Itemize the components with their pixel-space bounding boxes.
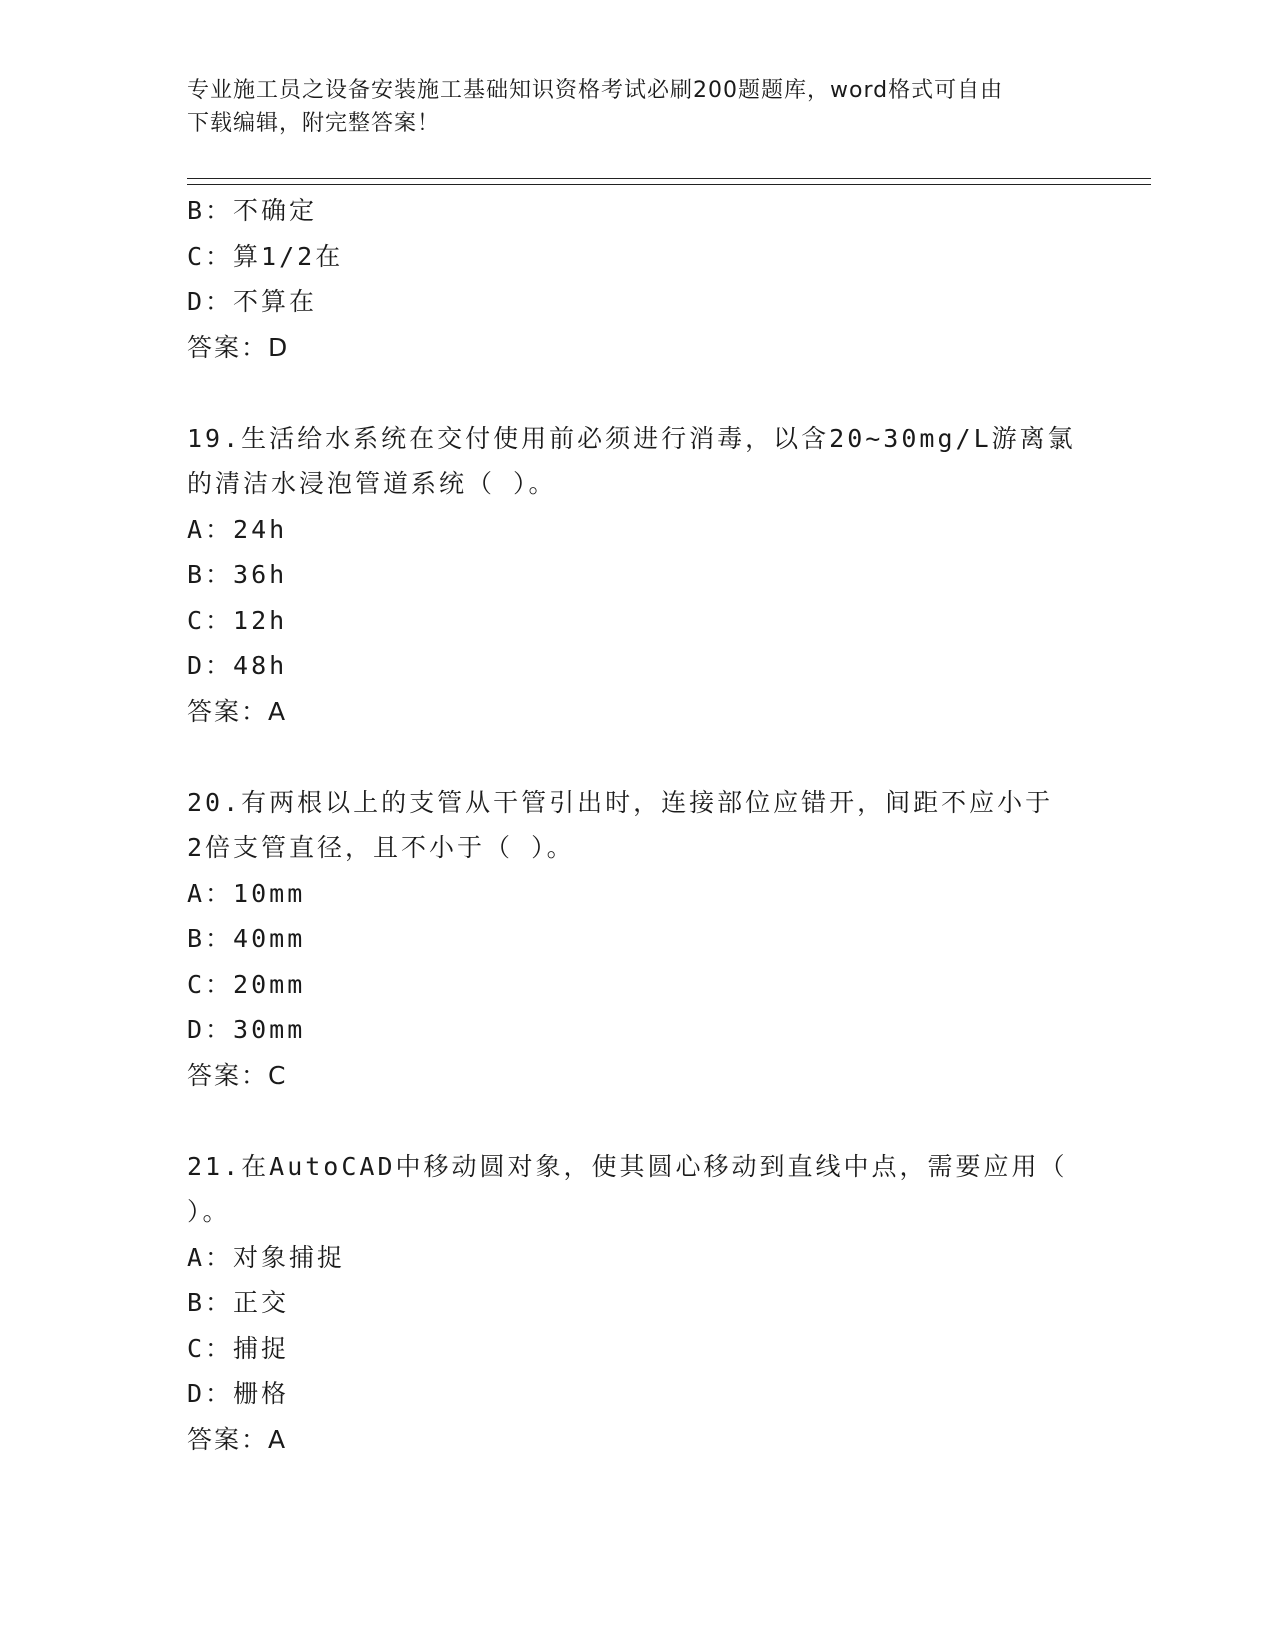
question-list <box>187 188 1087 1462</box>
option-d: D：30mm <box>187 1015 306 1044</box>
header-line-2: 下载编辑，附完整答案！ <box>187 111 441 136</box>
option-c: C：捕捉 <box>187 1333 290 1363</box>
answer-line: 答案：A <box>187 1424 288 1454</box>
spacer <box>187 1098 1087 1144</box>
answer-line: 答案：D <box>187 332 290 362</box>
question-block-18 <box>187 188 1087 370</box>
header-rule-bottom <box>187 184 1151 185</box>
answer-line: 答案：C <box>187 1060 288 1090</box>
question-block-19 <box>187 416 1087 735</box>
question-stem: 21.在AutoCAD中移动圆对象，使其圆心移动到直线中点，需要应用（ <box>187 1151 1068 1181</box>
option-b: B：36h <box>187 560 288 589</box>
option-c: C：12h <box>187 605 288 635</box>
option-a: A：10mm <box>187 878 306 908</box>
option-a: A：24h <box>187 514 288 544</box>
option-a: A：对象捕捉 <box>187 1242 346 1272</box>
question-block-21 <box>187 1144 1087 1463</box>
question-stem: 20.有两根以上的支管从干管引出时，连接部位应错开，间距不应小于 <box>187 787 1054 817</box>
header-rule-top <box>187 178 1151 179</box>
option-b: B：不确定 <box>187 196 318 225</box>
option-c: C：20mm <box>187 969 306 999</box>
answer-line: 答案：A <box>187 696 288 726</box>
header-line-1: 专业施工员之设备安装施工基础知识资格考试必刷200题题库，word格式可自由 <box>187 78 1004 103</box>
option-b: B：正交 <box>187 1288 290 1317</box>
question-stem: ）。 <box>187 1197 231 1226</box>
question-block-20 <box>187 780 1087 1099</box>
option-b: B：40mm <box>187 924 306 953</box>
option-d: D：不算在 <box>187 287 318 316</box>
spacer <box>187 370 1087 416</box>
document-header <box>187 74 1067 140</box>
spacer <box>187 734 1087 780</box>
option-d: D：栅格 <box>187 1379 290 1408</box>
option-d: D：48h <box>187 651 288 680</box>
option-c: C：算1/2在 <box>187 241 344 271</box>
question-stem: 的清洁水浸泡管道系统（ ）。 <box>187 469 557 498</box>
question-stem: 19.生活给水系统在交付使用前必须进行消毒，以含20~30mg/L游离氯 <box>187 423 1076 453</box>
question-stem: 2倍支管直径，且不小于（ ）。 <box>187 833 575 862</box>
